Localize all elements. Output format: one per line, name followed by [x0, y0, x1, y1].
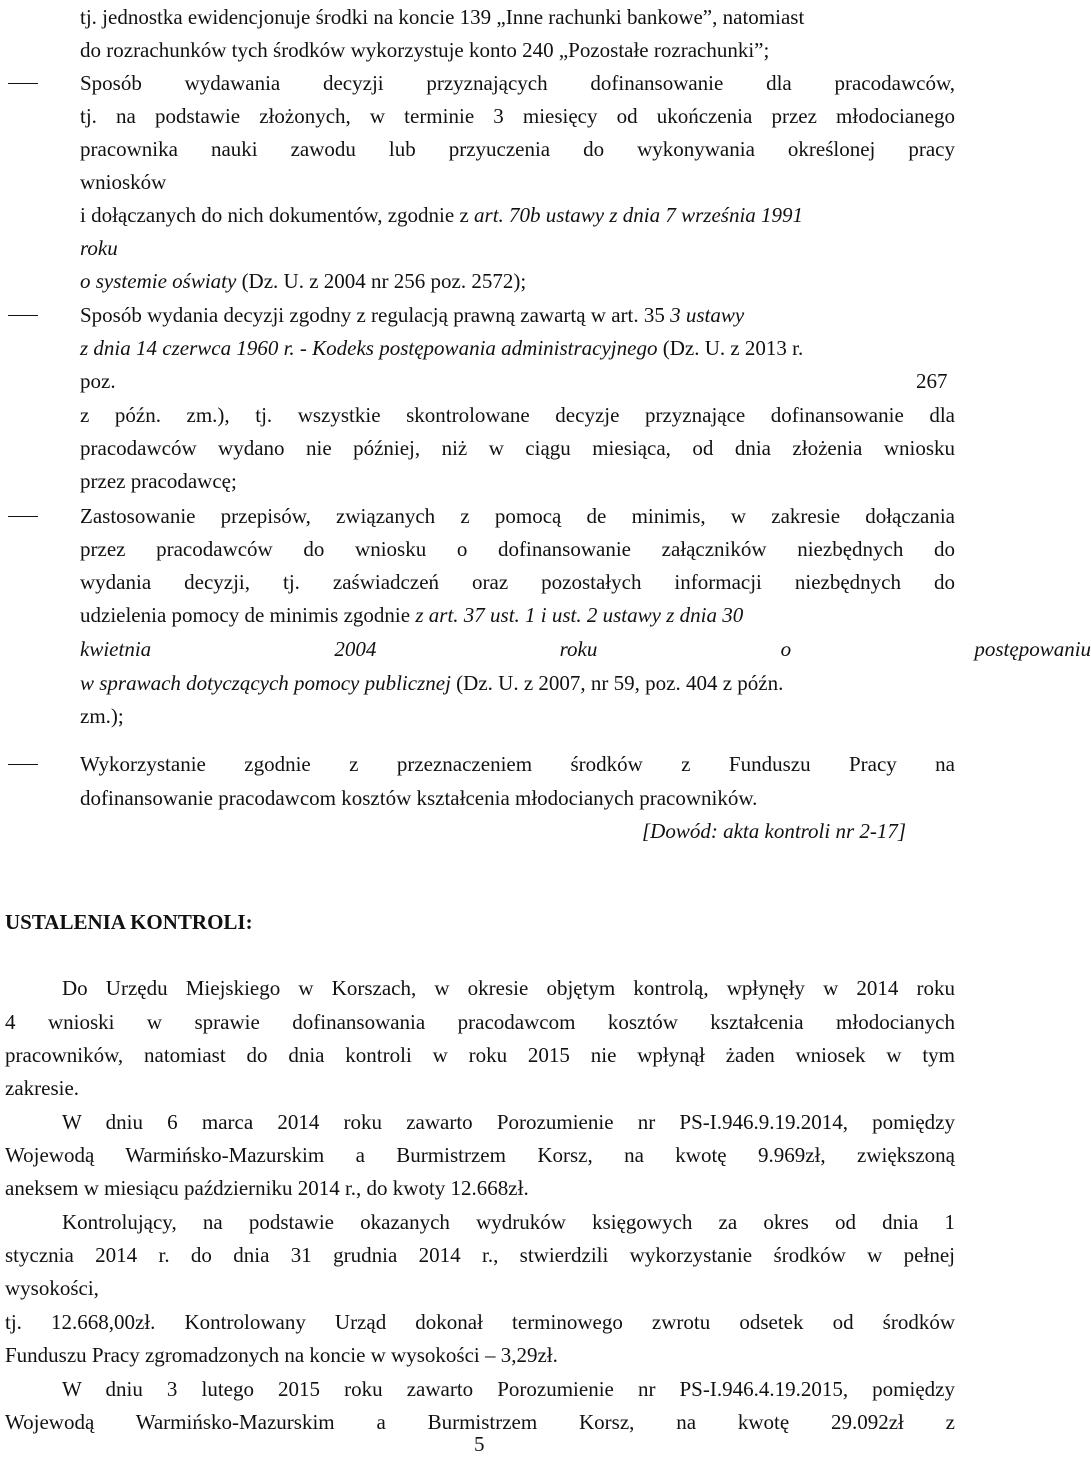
- text-line: stycznia 2014 r. do dnia 31 grudnia 2014 r., stwierdzili wykorzystanie środków w pełnej: [5, 1243, 955, 1267]
- text-line: roku: [80, 236, 118, 260]
- text-line: Wojewodą Warmińsko-Mazurskim a Burmistrzem Korsz, na kwotę 9.969zł, zwiększoną: [5, 1143, 955, 1167]
- text-line: zakresie.: [5, 1076, 80, 1100]
- text-line: tj. 12.668,00zł. Kontrolowany Urząd dokonał terminowego zwrotu odsetek od środków: [5, 1310, 955, 1334]
- text-line: przez pracodawców do wniosku o dofinansowanie załączników niezbędnych do: [80, 537, 955, 561]
- text-line: 267: [916, 369, 948, 393]
- text-line: przez pracodawcę;: [80, 469, 237, 493]
- text-line: wydania decyzji, tj. zaświadczeń oraz pozostałych informacji niezbędnych do: [80, 570, 955, 594]
- text-line: tj. jednostka ewidencjonuje środki na koncie 139 „Inne rachunki bankowe”, natomiast: [80, 5, 805, 29]
- text-line: z późn. zm.), tj. wszystkie skontrolowane decyzje przyznające dofinansowanie dla: [80, 403, 955, 427]
- text-line: Kontrolujący, na podstawie okazanych wydruków księgowych za okres od dnia 1: [62, 1210, 955, 1234]
- text-line: kwietnia 2004 roku o postępowaniu: [80, 637, 1091, 661]
- text-line: Wojewodą Warmińsko-Mazurskim a Burmistrzem Korsz, na kwotę 29.092zł z: [5, 1410, 955, 1434]
- bullet-item: Sposób wydania decyzji zgodny z regulacją prawną zawartą w art. 35 3 ustawy: [0, 298, 960, 332]
- text-line: poz.: [80, 369, 116, 393]
- text-line: Funduszu Pracy zgromadzonych na koncie w wysokości – 3,29zł.: [5, 1343, 558, 1367]
- text-line: z dnia 14 czerwca 1960 r. - Kodeks postępowania administracyjnego (Dz. U. z 2013 r.: [80, 336, 804, 360]
- bullet-dash: [8, 315, 38, 316]
- text-line: pracownika nauki zawodu lub przyuczenia do wykonywania określonej pracy: [80, 137, 955, 161]
- text-line: w sprawach dotyczących pomocy publicznej (Dz. U. z 2007, nr 59, poz. 404 z późn.: [80, 671, 784, 695]
- text-line: W dniu 6 marca 2014 roku zawarto Porozumienie nr PS-I.946.9.19.2014, pomiędzy: [62, 1110, 955, 1134]
- bullet-item: Sposób wydawania decyzji przyznających dofinansowanie dla pracodawców,: [0, 66, 960, 100]
- text-line: o systemie oświaty (Dz. U. z 2004 nr 256 poz. 2572);: [80, 269, 527, 293]
- bullet-item: Zastosowanie przepisów, związanych z pomocą de minimis, w zakresie dołączania: [0, 499, 960, 533]
- text-line: tj. na podstawie złożonych, w terminie 3 miesięcy od ukończenia przez młodocianego: [80, 104, 955, 128]
- text-line: udzielenia pomocy de minimis zgodnie z art. 37 ust. 1 i ust. 2 ustawy z dnia 30: [80, 603, 744, 627]
- text-line: pracodawców wydano nie później, niż w ciągu miesiąca, od dnia złożenia wniosku: [80, 436, 955, 460]
- bullet-dash: [8, 516, 38, 517]
- text-line: W dniu 3 lutego 2015 roku zawarto Porozumienie nr PS-I.946.4.19.2015, pomiędzy: [62, 1377, 955, 1401]
- text-line: wniosków: [80, 170, 167, 194]
- text-line: Do Urzędu Miejskiego w Korszach, w okresie objętym kontrolą, wpłynęły w 2014 roku: [62, 976, 955, 1000]
- section-heading: USTALENIA KONTROLI:: [5, 910, 253, 934]
- page-number: 5: [474, 1432, 485, 1456]
- text-line: pracowników, natomiast do dnia kontroli w roku 2015 nie wpłynął żaden wniosek w tym: [5, 1043, 955, 1067]
- bullet-dash: [8, 764, 38, 765]
- text-line: dofinansowanie pracodawcom kosztów kształcenia młodocianych pracowników.: [80, 786, 758, 810]
- text-line: 4 wnioski w sprawie dofinansowania pracodawcom kosztów kształcenia młodocianych: [5, 1010, 955, 1034]
- text-line: i dołączanych do nich dokumentów, zgodnie z art. 70b ustawy z dnia 7 września 1991: [80, 203, 804, 227]
- evidence-reference: [Dowód: akta kontroli nr 2-17]: [642, 819, 907, 843]
- text-line: aneksem w miesiącu październiku 2014 r., do kwoty 12.668zł.: [5, 1176, 529, 1200]
- bullet-item: Wykorzystanie zgodnie z przeznaczeniem środków z Funduszu Pracy na: [0, 747, 960, 781]
- bullet-dash: [8, 83, 38, 84]
- text-line: zm.);: [80, 704, 124, 728]
- text-line: wysokości,: [5, 1276, 99, 1300]
- text-line: do rozrachunków tych środków wykorzystuje konto 240 „Pozostałe rozrachunki”;: [80, 38, 770, 62]
